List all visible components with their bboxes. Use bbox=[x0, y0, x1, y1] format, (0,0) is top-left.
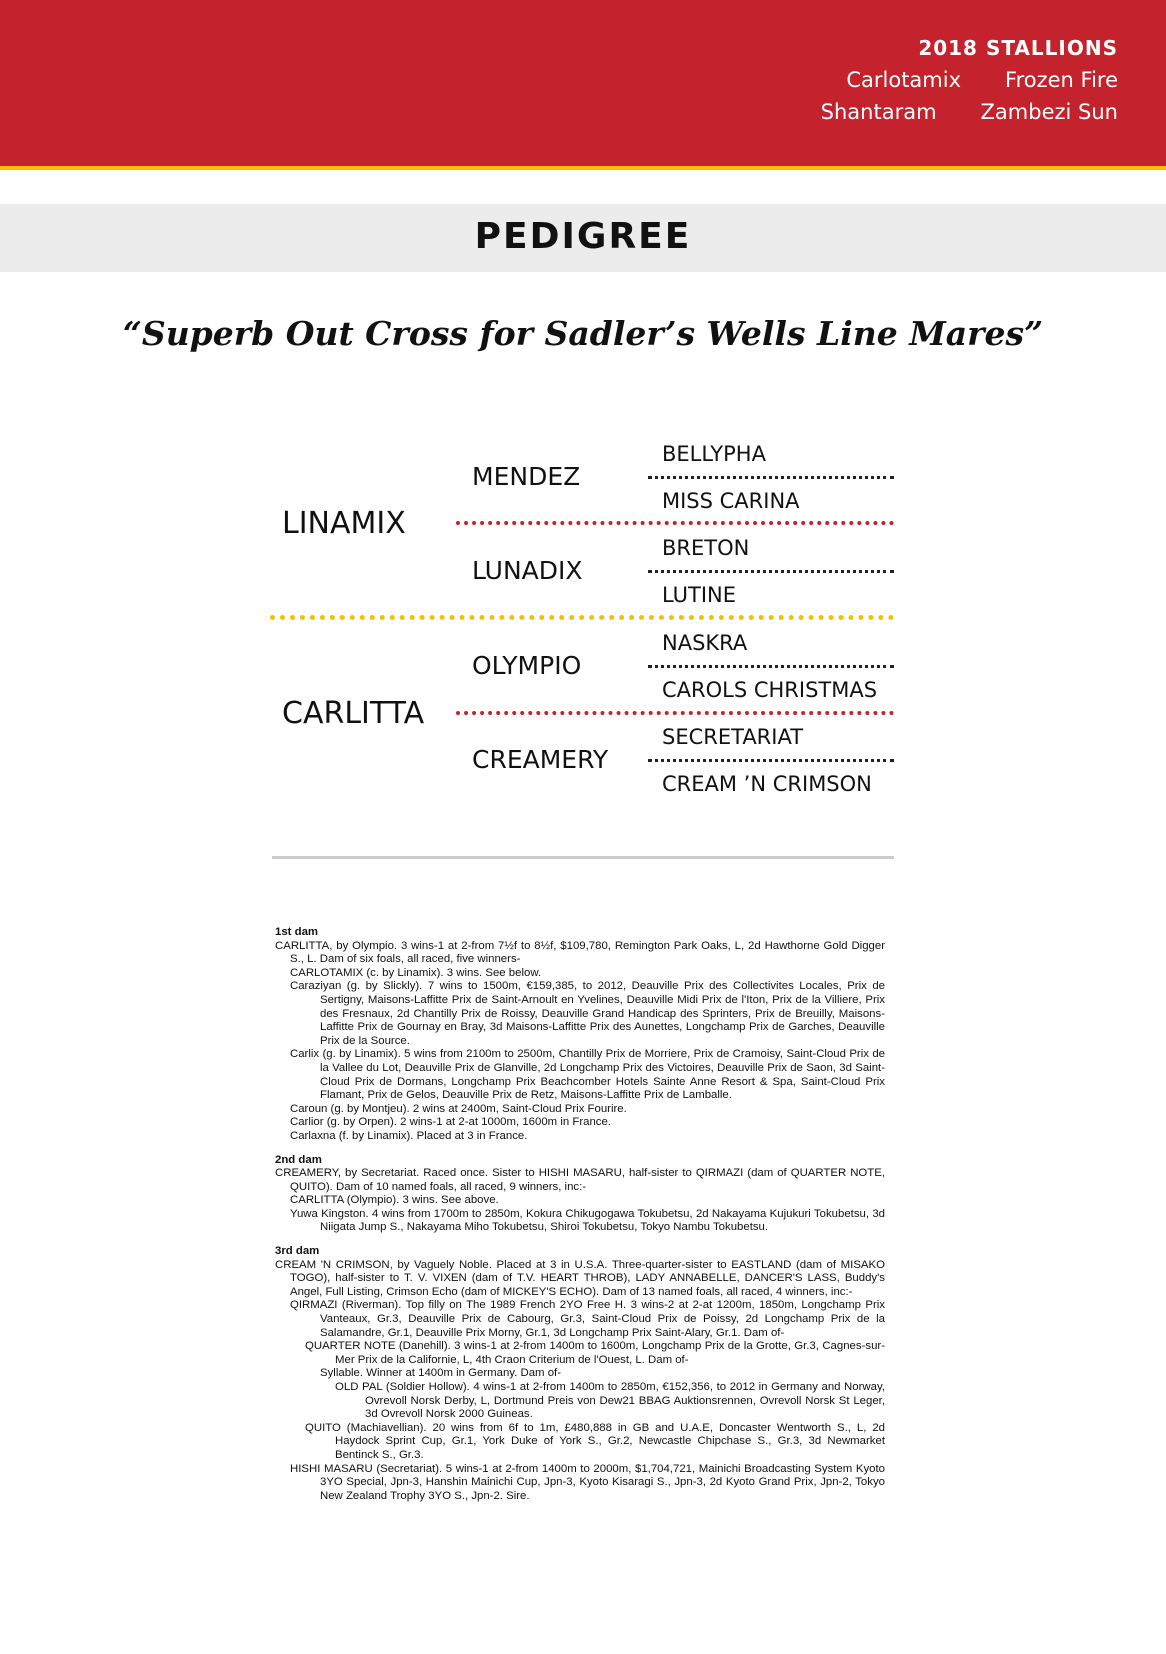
note-entry: QUITO (Machiavellian). 20 wins from 6f to 1m, £480,888 in GB and U.A.E, Doncaster Wentworth S., L, 2d Haydock Sprint Cup, Gr.1, York Duke of York S., Gr.2, Newcastle Chipchase S., Gr.3, 3d Newmarket Bentinck S., Gr.3. bbox=[305, 1421, 885, 1461]
section-heading: 1st dam bbox=[275, 926, 319, 938]
pedigree-dam-dam: CREAMERY bbox=[472, 745, 609, 774]
section-heading: 2nd dam bbox=[275, 1153, 322, 1166]
section-title: PEDIGREE bbox=[474, 216, 692, 257]
stallion-name: Zambezi Sun bbox=[980, 100, 1118, 124]
note-entry: QIRMAZI (Riverman). Top filly on The 1989 French 2YO Free H. 3 wins-2 at 2-at 1200m, 1850m, Longchamp Prix Vanteaux, Gr.3, Deauville Prix de Cabourg, Gr.3, Saint-Cloud Prix de Poissy, 2d Longchamp Prix de la Salamandre, Gr.1, Deauville Prix Morny, Gr.1, 3d Longchamp Prix Saint-Alary, Gr.1. Dam of- bbox=[290, 1299, 885, 1339]
pedigree-dam-sire: OLYMPIO bbox=[472, 651, 582, 680]
stallion-name: Frozen Fire bbox=[1005, 68, 1118, 92]
note-entry: Caraziyan (g. by Slickly). 7 wins to 1500m, €159,385, to 2012, Deauville Prix des Collectivites Locales, Prix de Sertigny, Maisons-Laffitte Prix de Saint-Arnoult en Yvelines, Deauville Midi Prix de l'Iton, Prix de la Villiere, Prix des Fresnaux, 2d Chantilly Prix de Roissy, Deauville Grand Handicap des Sprinters, Prix de Breuilly, Maisons-Laffitte Prix de Gournay en Bray, 3d Maisons-Laffitte Prix des Aunettes, Longchamp Prix de Garches, Deauville Prix de la Source. bbox=[290, 980, 885, 1047]
note-entry: Caroun (g. by Montjeu). 2 wins at 2400m, Saint-Cloud Prix Fourire. bbox=[290, 1102, 627, 1115]
pedigree-sire-sire: MENDEZ bbox=[472, 462, 581, 491]
stallion-name: Carlotamix bbox=[846, 68, 962, 92]
connector-line-sire bbox=[456, 521, 894, 525]
note-entry: Carlix (g. by Linamix). 5 wins from 2100m to 2500m, Chantilly Prix de Morriere, Prix de Cramoisy, Saint-Cloud Prix de la Vallee du Lot, Deauville Prix de Glanville, 2d Longchamp Prix des Victoires, Deauville Prix de Saon, 3d Saint-Cloud Prix de Dormans, Longchamp Prix Beachcomber Hotels Sainte Anne Resort & Spa, Saint-Cloud Prix Flamant, Prix de Gelos, Deauville Prix de Retz, Maisons-Laffitte Prix de Lamballe. bbox=[290, 1048, 885, 1102]
section-heading: 3rd dam bbox=[275, 1245, 320, 1258]
note-entry: CREAMERY, by Secretariat. Raced once. Sister to HISHI MASARU, half-sister to QIRMAZI (dam of QUARTER NOTE, QUITO). Dam of 10 named foals, all raced, 9 winners, inc:- bbox=[275, 1167, 885, 1193]
note-entry: Syllable. Winner at 1400m in Germany. Dam of- bbox=[320, 1367, 561, 1380]
pedigree-dam: CARLITTA bbox=[282, 696, 425, 731]
connector-line-dam bbox=[456, 711, 894, 715]
note-entry: QUARTER NOTE (Danehill). 3 wins-1 at 2-from 1400m to 1600m, Longchamp Prix de la Grotte, Gr.3, Cagnes-sur-Mer Prix de la Californie, L, 4th Craon Criterium de l'Ouest, L. Dam of- bbox=[305, 1340, 885, 1366]
note-entry: CARLOTAMIX (c. by Linamix). 3 wins. See below. bbox=[290, 966, 542, 979]
third-dam-section bbox=[275, 1245, 885, 1503]
second-dam-section bbox=[275, 1154, 885, 1236]
note-entry: HISHI MASARU (Secretariat). 5 wins-1 at 2-from 1400m to 2000m, $1,704,721, Mainichi Broadcasting System Kyoto 3YO Special, Jpn-3, Hanshin Mainichi Cup, Jpn-3, Kyoto Kisaragi S., Jpn-3, 2d Kyoto Grand Prix, Jpn-2, Tokyo New Zealand Trophy 3YO S., Jpn-2. Sire. bbox=[290, 1462, 885, 1502]
divider bbox=[272, 856, 894, 859]
connector-line bbox=[648, 665, 894, 668]
note-entry: Carlaxna (f. by Linamix). Placed at 3 in France. bbox=[290, 1129, 528, 1142]
pedigree-notes bbox=[275, 926, 885, 1513]
note-entry: Yuwa Kingston. 4 wins from 1700m to 2850m, Kokura Chikugogawa Tokubetsu, 2d Nakayama Kujukuri Tokubetsu, 3d Niigata Jump S., Nakayama Miho Tokubetsu, Shiroi Tokubetsu, Tokyo Nambu Tokubetsu. bbox=[290, 1207, 885, 1234]
note-entry: CREAM 'N CRIMSON, by Vaguely Noble. Placed at 3 in U.S.A. Three-quarter-sister to EASTLAND (dam of MISAKO TOGO), half-sister to T. V. VIXEN (dam of T.V. HEART THROB), LADY ANNABELLE, DANCER'S LASS, Buddy's Angel, Full Listing, Crimson Echo (dam of MICKEY'S ECHO). Dam of 13 named foals, all raced, 4 winners, inc:- bbox=[275, 1258, 885, 1298]
first-dam-section bbox=[275, 926, 885, 1144]
pedigree-sire-dam: LUNADIX bbox=[472, 556, 583, 585]
note-entry: CARLITTA, by Olympio. 3 wins-1 at 2-from 7½f to 8½f, $109,780, Remington Park Oaks, L, 2d Hawthorne Gold Digger S., L. Dam of six foals, all raced, five winners- bbox=[275, 939, 885, 966]
note-entry: CARLITTA (Olympio). 3 wins. See above. bbox=[290, 1194, 499, 1207]
connector-line bbox=[648, 570, 894, 573]
pedigree-ancestor: LUTINE bbox=[662, 583, 737, 607]
connector-line bbox=[648, 759, 894, 762]
tagline: “Superb Out Cross for Sadler’s Wells Line Mares” bbox=[122, 314, 1044, 353]
connector-line bbox=[648, 476, 894, 479]
pedigree-ancestor: BELLYPHA bbox=[662, 442, 766, 466]
note-entry: OLD PAL (Soldier Hollow). 4 wins-1 at 2-from 1400m to 2850m, €152,356, to 2012 in Germany and Norway, Ovrevoll Norsk Derby, L, Dortmund Preis von Dew21 BBAG Auktionsrennen, Ovrevoll Norsk St Leger, 3d Ovrevoll Norsk 2000 Guineas. bbox=[335, 1381, 885, 1421]
pedigree-ancestor: NASKRA bbox=[662, 631, 748, 655]
note-entry: Carlior (g. by Orpen). 2 wins-1 at 2-at 1000m, 1600m in France. bbox=[290, 1116, 611, 1129]
pedigree-ancestor: BRETON bbox=[662, 536, 750, 560]
pedigree-ancestor: MISS CARINA bbox=[662, 489, 800, 513]
connector-line-main bbox=[270, 615, 894, 620]
stallion-name: Shantaram bbox=[820, 100, 937, 124]
pedigree-ancestor: SECRETARIAT bbox=[662, 725, 804, 749]
pedigree-ancestor: CAROLS CHRISTMAS bbox=[662, 678, 878, 702]
stallions-heading: 2018 STALLIONS bbox=[918, 36, 1118, 60]
pedigree-ancestor: CREAM ’N CRIMSON bbox=[662, 772, 872, 796]
pedigree-sire: LINAMIX bbox=[282, 506, 406, 541]
